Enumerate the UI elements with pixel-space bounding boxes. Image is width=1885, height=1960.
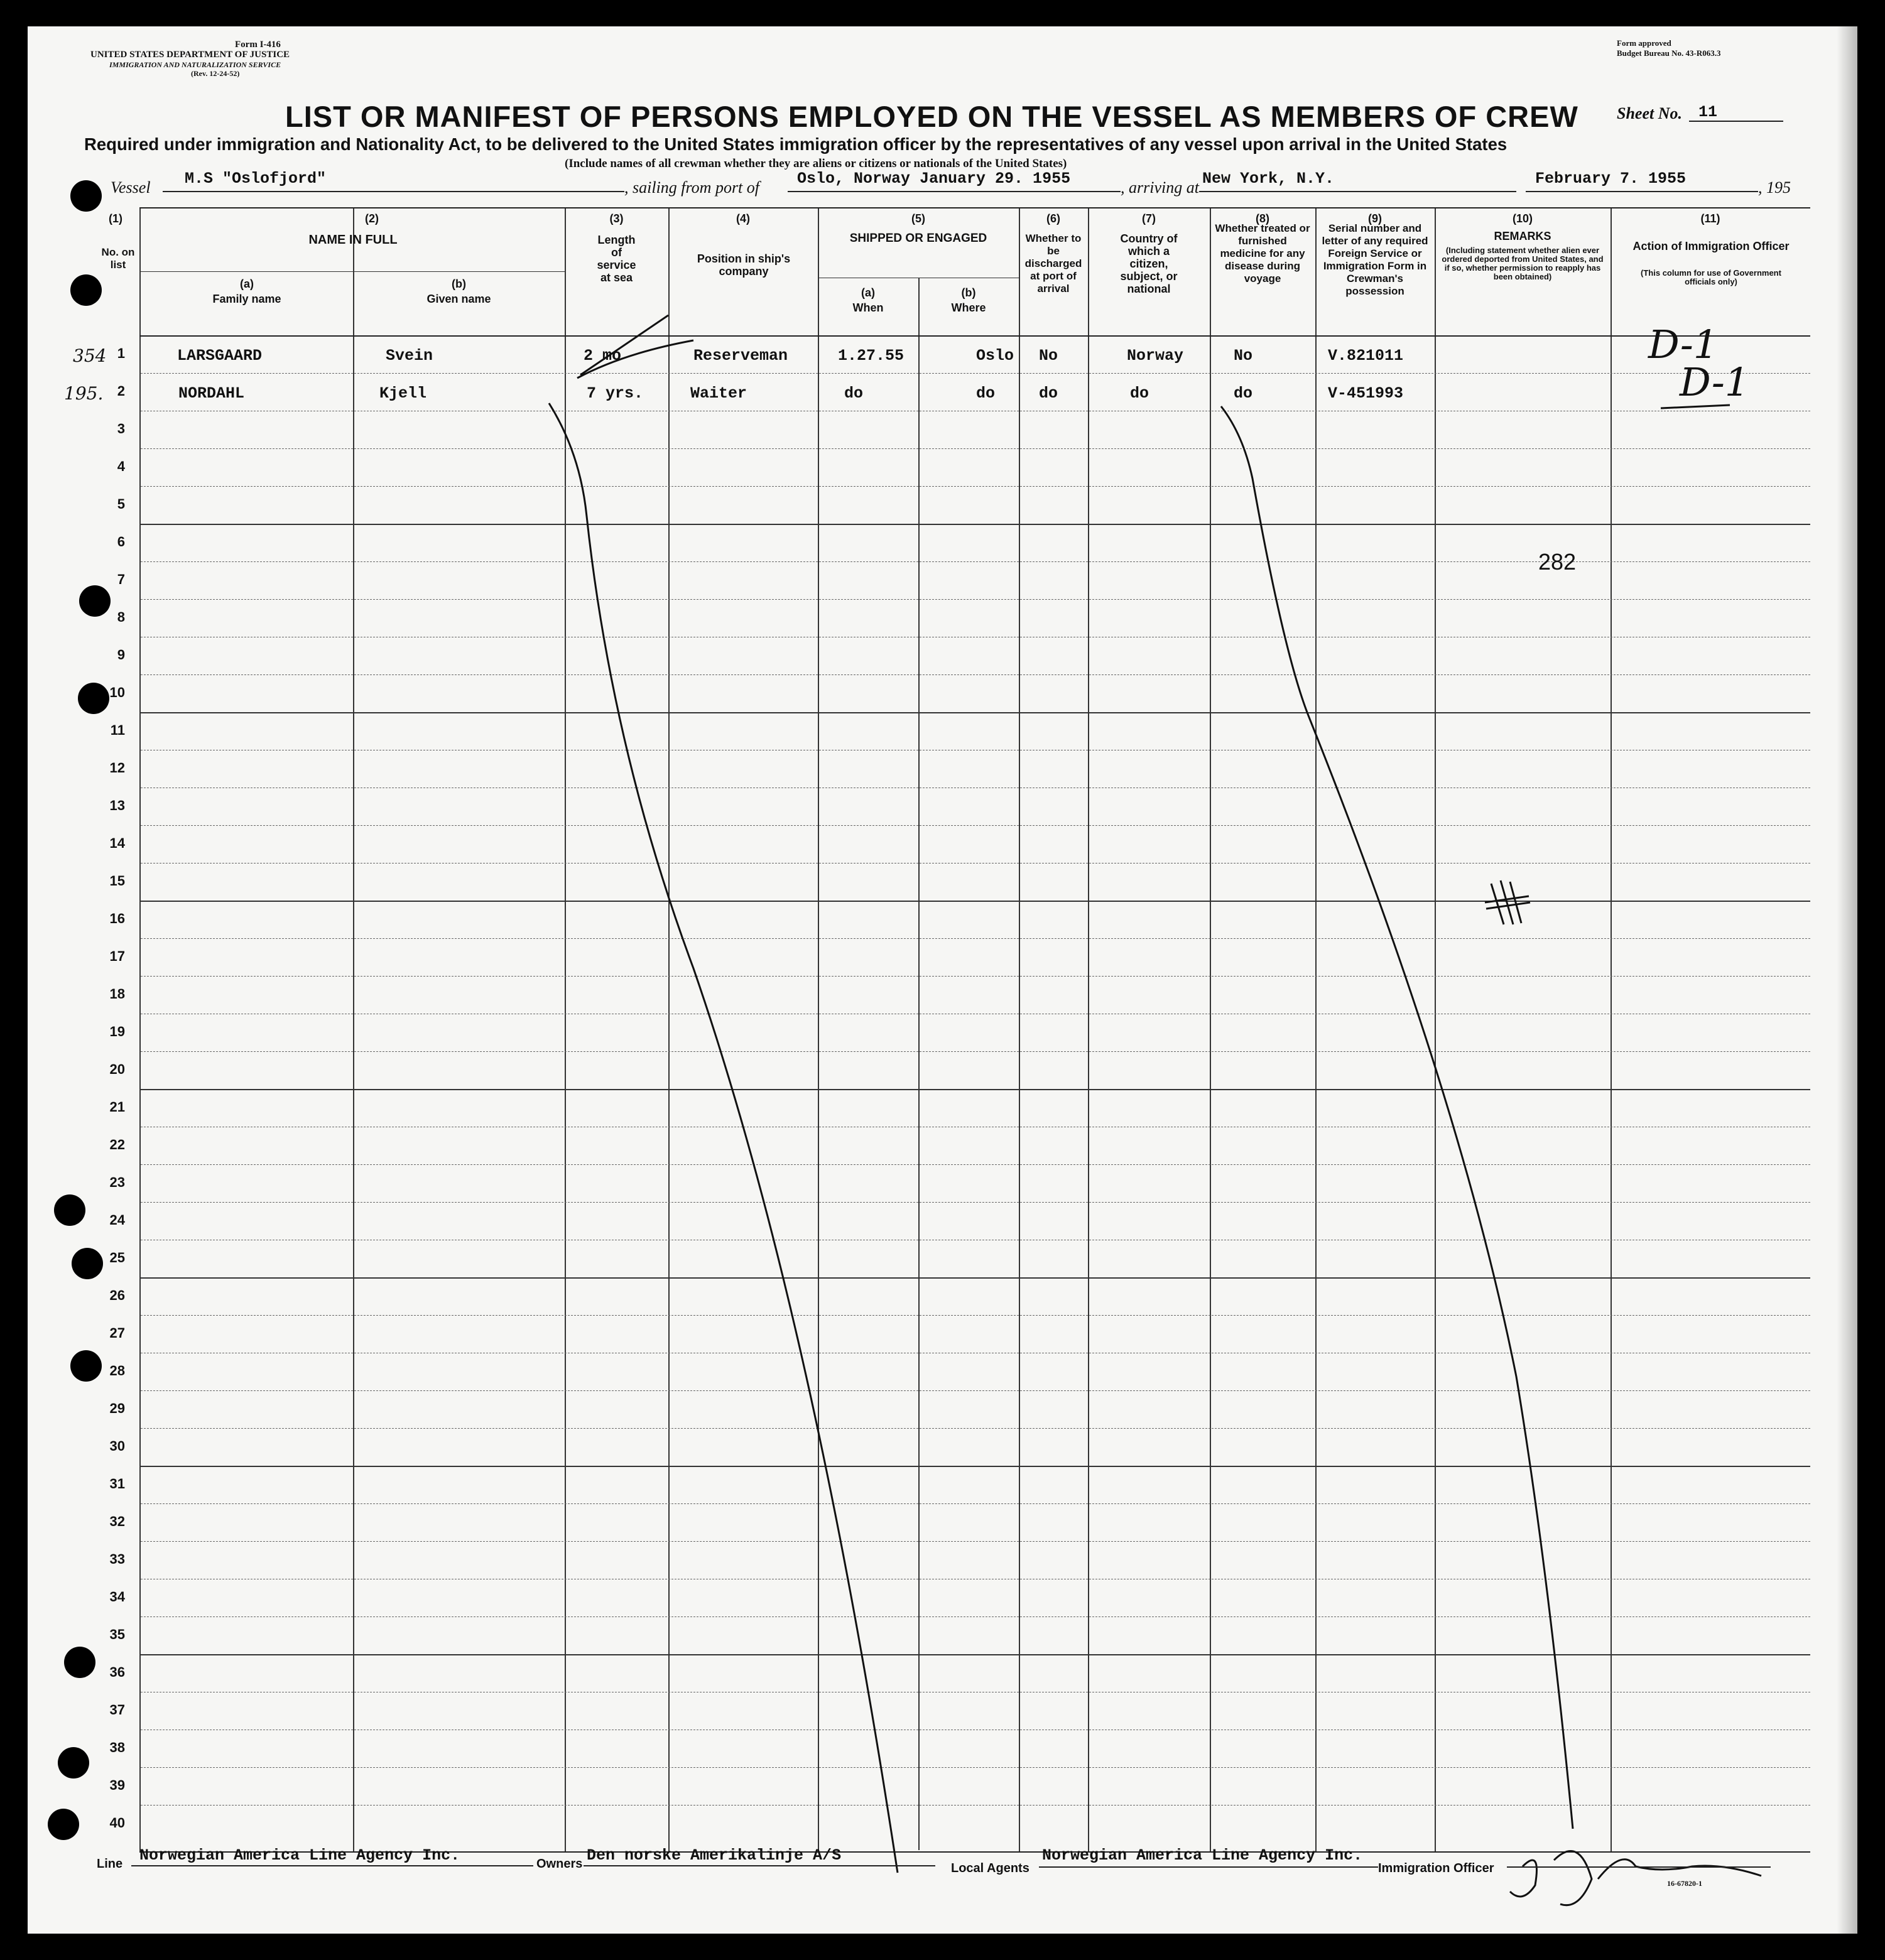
col11-note: (This column for use of Government officials only) [1641,268,1781,286]
stamp-number: 282 [1538,549,1577,575]
row-number: 33 [109,1551,125,1567]
agents-name: Norwegian America Line Agency Inc. [1042,1846,1363,1865]
binder-hole [54,1194,85,1226]
binder-hole [72,1248,103,1279]
col10-header: REMARKS [1494,230,1551,242]
col3-header: Length of service at sea [597,234,636,284]
row-number: 16 [109,911,125,926]
col2a-letter: (a) [240,278,254,290]
row1-treated: No [1234,347,1253,365]
row-number: 9 [117,647,125,663]
row2-family-name: NORDAHL [178,384,245,403]
sailing-label: , sailing from port of [624,178,760,197]
row2-position: Waiter [690,384,747,403]
department-name: UNITED STATES DEPARTMENT OF JUSTICE [90,50,290,60]
row-number: 2 [117,383,125,399]
binder-hole [79,585,111,617]
row-number: 5 [117,496,125,512]
ditto-line-right [1221,406,1573,1829]
col2-header: NAME IN FULL [308,233,398,247]
row-number: 17 [109,948,125,964]
col9-number: (9) [1368,212,1382,225]
col2b-header: Given name [426,293,491,305]
row-number: 20 [109,1061,125,1077]
binder-hole [70,180,102,212]
row-number: 14 [109,835,125,851]
owners-underline [584,1865,935,1866]
col10-number: (10) [1512,212,1533,225]
arrival-date: February 7. 1955 [1535,170,1687,188]
budget-number: Budget Bureau No. 43-R063.3 [1617,48,1721,58]
row-number: 23 [109,1174,125,1190]
row-number: 4 [117,458,125,474]
row-number: 39 [109,1777,125,1793]
row-number: 1 [117,345,125,361]
row2-where: do [976,384,996,403]
include-note: (Include names of all crewman whether they are aliens or citizens or nationals of the United States) [565,157,1067,170]
row-number: 7 [117,571,125,587]
row1-given-name: Svein [386,347,433,365]
row2-discharged: do [1039,384,1058,403]
handwritten-marks [28,26,1857,1934]
row-number: 3 [117,421,125,436]
binder-hole [70,1350,102,1382]
col8-header: Whether treated or furnished medicine for any disease during voyage [1215,222,1310,284]
arriving-label: , arriving at [1121,178,1199,197]
col6-number: (6) [1046,212,1060,225]
col3-number: (3) [609,212,624,225]
row2-treated: do [1234,384,1253,403]
col1-number: (1) [109,212,122,225]
col5a-letter: (a) [861,286,875,299]
row-number: 13 [109,798,125,813]
row-number: 32 [109,1513,125,1529]
form-approved: Form approved [1617,38,1671,48]
row2-when: do [844,384,864,403]
row1-serial: V.821011 [1328,347,1404,365]
row1-service-length: 2 mo [584,347,622,365]
row-number: 38 [109,1740,125,1755]
row2-given-name: Kjell [379,384,427,403]
row-number: 12 [109,760,125,776]
line-label: Line [97,1857,123,1871]
row2-margin-number: 195. [64,383,104,404]
row-number: 29 [109,1400,125,1416]
col5b-letter: (b) [961,286,976,299]
col1-header: No. on list [101,246,135,271]
col11-header: Action of Immigration Officer [1632,240,1790,252]
service-check-stroke [577,315,693,378]
row2-country: do [1130,384,1149,403]
row-number: 36 [109,1664,125,1680]
row-number: 27 [109,1325,125,1341]
owners-name: Den norske Amerikalinje A/S [587,1846,842,1865]
col7-header: Country of which a citizen, subject, or national [1120,232,1178,295]
row-number: 18 [109,986,125,1002]
binder-hole [48,1809,79,1840]
print-code: 16-67820-1 [1667,1879,1702,1888]
binder-hole [58,1747,89,1779]
row1-country: Norway [1127,347,1184,365]
row2-action: D-1 [1680,359,1750,405]
col4-header: Position in ship's company [697,252,791,278]
col9-header: Serial number and letter of any required Foreign Service or Immigration Form in Crewman's possession [1322,222,1428,297]
manifest-page [28,26,1857,1934]
binder-hole [78,683,109,714]
row1-position: Reserveman [693,347,788,365]
line-underline [131,1865,533,1866]
col2-number: (2) [365,212,379,225]
row2-service-length: 7 yrs. [587,384,644,403]
row1-margin-number: 354 [73,345,107,366]
sheet-number: 11 [1698,103,1718,121]
row-number: 26 [109,1287,125,1303]
form-subtitle: Required under immigration and Nationality Act, to be delivered to the United States immigration officer by the representatives of any vessel upon arrival in the United States [84,134,1507,154]
year-label: , 195 [1758,178,1791,197]
row-number: 35 [109,1627,125,1642]
row-number: 19 [109,1024,125,1039]
sailing-port: Oslo, Norway January 29. 1955 [797,170,1071,188]
page-edge-shadow [1837,26,1857,1934]
row-number: 28 [109,1363,125,1378]
row1-where: Oslo [976,347,1014,365]
form-number: Form I-416 [235,40,281,50]
owners-label: Owners [536,1857,583,1871]
row-number: 6 [117,534,125,550]
row1-discharged: No [1039,347,1058,365]
sheet-label: Sheet No. [1617,104,1682,122]
officer-label: Immigration Officer [1378,1861,1494,1875]
col5b-header: Where [951,301,986,314]
col2b-letter: (b) [452,278,466,290]
col11-number: (11) [1700,212,1720,225]
row-number: 21 [109,1099,125,1115]
row-number: 24 [109,1212,125,1228]
col6-header: Whether to be discharged at port of arrival [1024,232,1082,295]
row-number: 25 [109,1250,125,1265]
row2-serial: V-451993 [1328,384,1404,403]
binder-hole [64,1647,95,1678]
officer-signature [1510,1851,1761,1905]
col7-number: (7) [1142,212,1156,225]
agents-underline [1039,1866,1378,1868]
vessel-name: M.S "Oslofjord" [185,170,327,188]
remarks-scribble [1485,880,1530,924]
row-number: 37 [109,1702,125,1718]
action-underline [1661,405,1730,408]
row-number: 34 [109,1589,125,1605]
row-number: 10 [109,685,125,700]
row-number: 40 [109,1815,125,1831]
form-title: LIST OR MANIFEST OF PERSONS EMPLOYED ON THE VESSEL AS MEMBERS OF CREW [285,100,1578,133]
row1-family-name: LARSGAARD [177,347,263,365]
col2a-header: Family name [212,293,281,305]
service-name: IMMIGRATION AND NATURALIZATION SERVICE [109,60,281,69]
col5-header: SHIPPED OR ENGAGED [849,232,987,245]
row-number: 8 [117,609,125,625]
row-number: 22 [109,1137,125,1152]
col10-note: (Including statement whether alien ever ordered deported from United States, and if so, whether permission to reapply has been obtained) [1442,246,1604,281]
binder-hole [70,274,102,306]
ditto-line-left [549,403,898,1873]
col4-number: (4) [736,212,750,225]
vessel-label: Vessel [111,178,151,197]
officer-underline [1507,1866,1771,1868]
row-number: 15 [109,873,125,889]
row1-action: D-1 [1648,322,1719,367]
arriving-port: New York, N.Y. [1202,170,1335,188]
row-number: 31 [109,1476,125,1492]
row1-when: 1.27.55 [838,347,904,365]
row-number: 11 [110,722,125,738]
line-name: Norwegian America Line Agency Inc. [139,1846,460,1865]
col5-number: (5) [911,212,925,225]
agents-label: Local Agents [951,1861,1029,1875]
revision-date: (Rev. 12-24-52) [191,69,240,78]
col8-number: (8) [1256,212,1269,225]
row-number: 30 [109,1438,125,1454]
col5a-header: When [852,301,884,314]
